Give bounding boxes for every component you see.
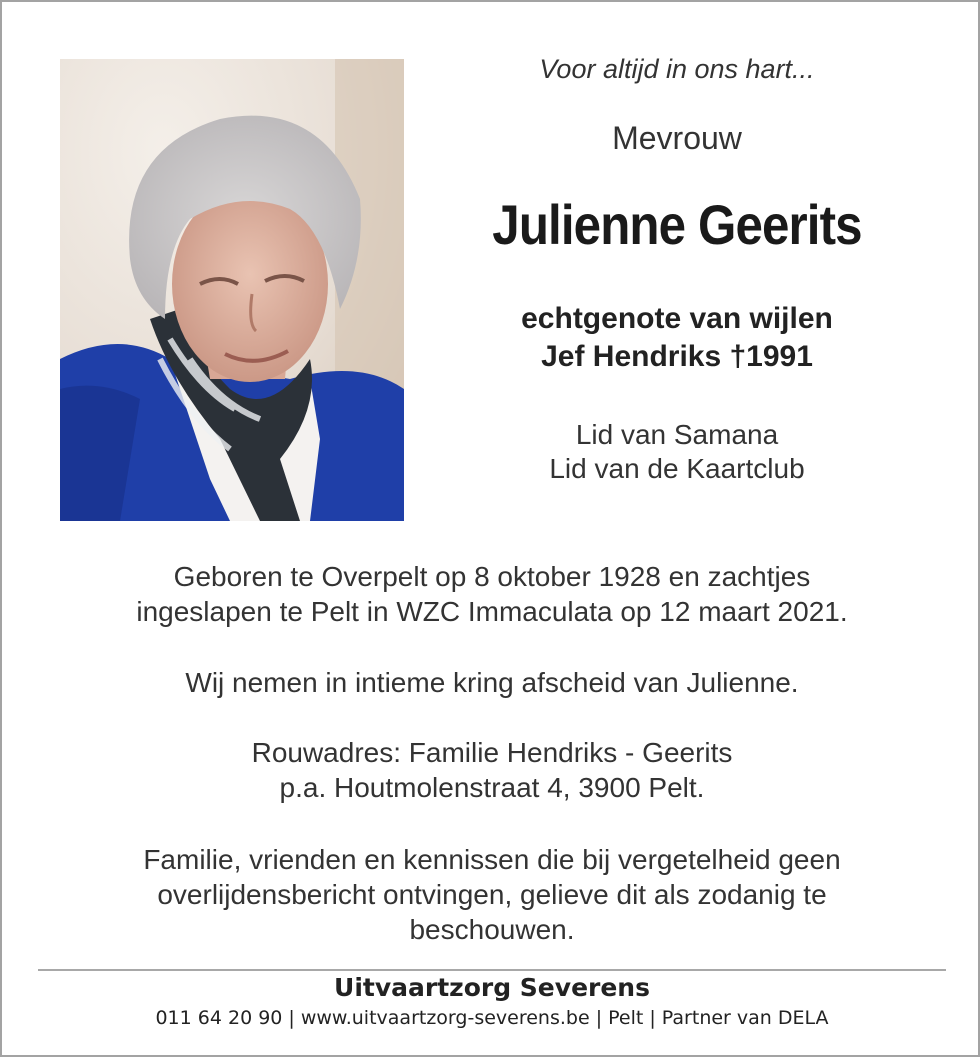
spouse-line-2: Jef Hendriks †1991 (541, 340, 813, 373)
spouse-info (442, 300, 912, 376)
notice-line: beschouwen. (409, 914, 575, 945)
tagline: Voor altijd in ons hart... (539, 54, 815, 84)
membership-item: Lid van Samana (575, 419, 779, 450)
birth-death-text (42, 559, 942, 629)
birth-death-line: ingeslapen te Pelt in WZC Immaculata op 12 maart 2021. (136, 596, 848, 627)
notice-line: Familie, vrienden en kennissen die bij vergetelheid geen (143, 844, 841, 875)
mourning-address (42, 735, 942, 805)
deceased-name: Julienne Geerits (492, 193, 862, 256)
notice-text (42, 842, 942, 947)
memberships (442, 418, 912, 486)
notice-line: overlijdensbericht ontvingen, gelieve dit als zodanig te (157, 879, 827, 910)
farewell-line: Wij nemen in intieme kring afscheid van Julienne. (185, 667, 799, 698)
birth-death-line: Geboren te Overpelt op 8 oktober 1928 en zachtjes (173, 561, 811, 592)
funeral-home-name: Uitvaartzorg Severens (334, 973, 650, 1002)
spouse-line-1: echtgenote van wijlen (521, 302, 833, 335)
footer-divider (38, 969, 946, 971)
membership-item: Lid van de Kaartclub (549, 453, 805, 484)
address-line: p.a. Houtmolenstraat 4, 3900 Pelt. (279, 772, 705, 803)
funeral-home-contact: 011 64 20 90 | www.uitvaartzorg-severens.be | Pelt | Partner van DELA (155, 1007, 829, 1029)
address-line: Rouwadres: Familie Hendriks - Geerits (251, 737, 733, 768)
farewell-text (42, 665, 942, 700)
honorific: Mevrouw (612, 120, 742, 156)
portrait-photo (60, 59, 404, 521)
